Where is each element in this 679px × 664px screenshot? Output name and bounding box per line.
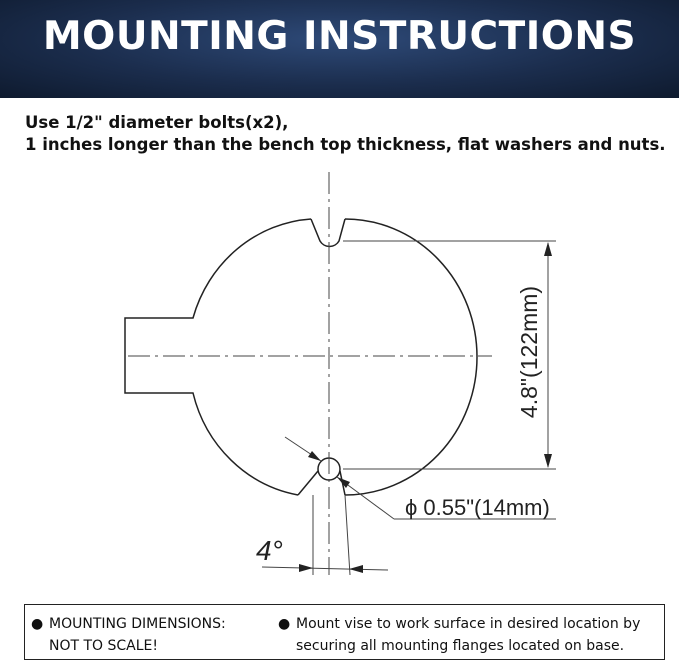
hole-spacing-label: 4.8"(122mm) bbox=[516, 285, 542, 419]
note-mounting-line-1: Mount vise to work surface in desired location by bbox=[296, 616, 641, 632]
bullet-icon: ● bbox=[31, 616, 44, 632]
angle-arrow-right bbox=[349, 565, 363, 573]
note-dimensions-line-1: MOUNTING DIMENSIONS: bbox=[49, 616, 226, 632]
dimension-arrow-top bbox=[544, 242, 552, 256]
bullet-icon: ● bbox=[278, 616, 291, 632]
hole-diameter-label: ϕ 0.55"(14mm) bbox=[405, 495, 550, 520]
bottom-slot-left bbox=[298, 471, 318, 495]
note-dimensions bbox=[31, 613, 226, 657]
base-outline-right bbox=[345, 219, 477, 495]
notes-box bbox=[24, 604, 665, 660]
dimension-arrow-bottom bbox=[544, 454, 552, 468]
note-dimensions-line-2: NOT TO SCALE! bbox=[49, 638, 159, 654]
angle-label: 4° bbox=[256, 535, 283, 566]
instruction-line-1: Use 1/2" diameter bolts(x2), bbox=[25, 113, 289, 132]
note-mounting bbox=[278, 613, 640, 657]
top-mounting-slot bbox=[311, 219, 345, 246]
page-title: MOUNTING INSTRUCTIONS bbox=[42, 14, 637, 59]
instruction-line-2: 1 inches longer than the bench top thickness, flat washers and nuts. bbox=[25, 135, 666, 154]
diameter-arrow-top bbox=[308, 451, 321, 461]
note-mounting-line-2: securing all mounting flanges located on base. bbox=[296, 638, 625, 654]
angle-dimension-line bbox=[262, 567, 388, 570]
base-outline bbox=[125, 219, 311, 495]
angle-arrow-left bbox=[299, 564, 313, 572]
angle-extension-line-right bbox=[345, 495, 350, 575]
